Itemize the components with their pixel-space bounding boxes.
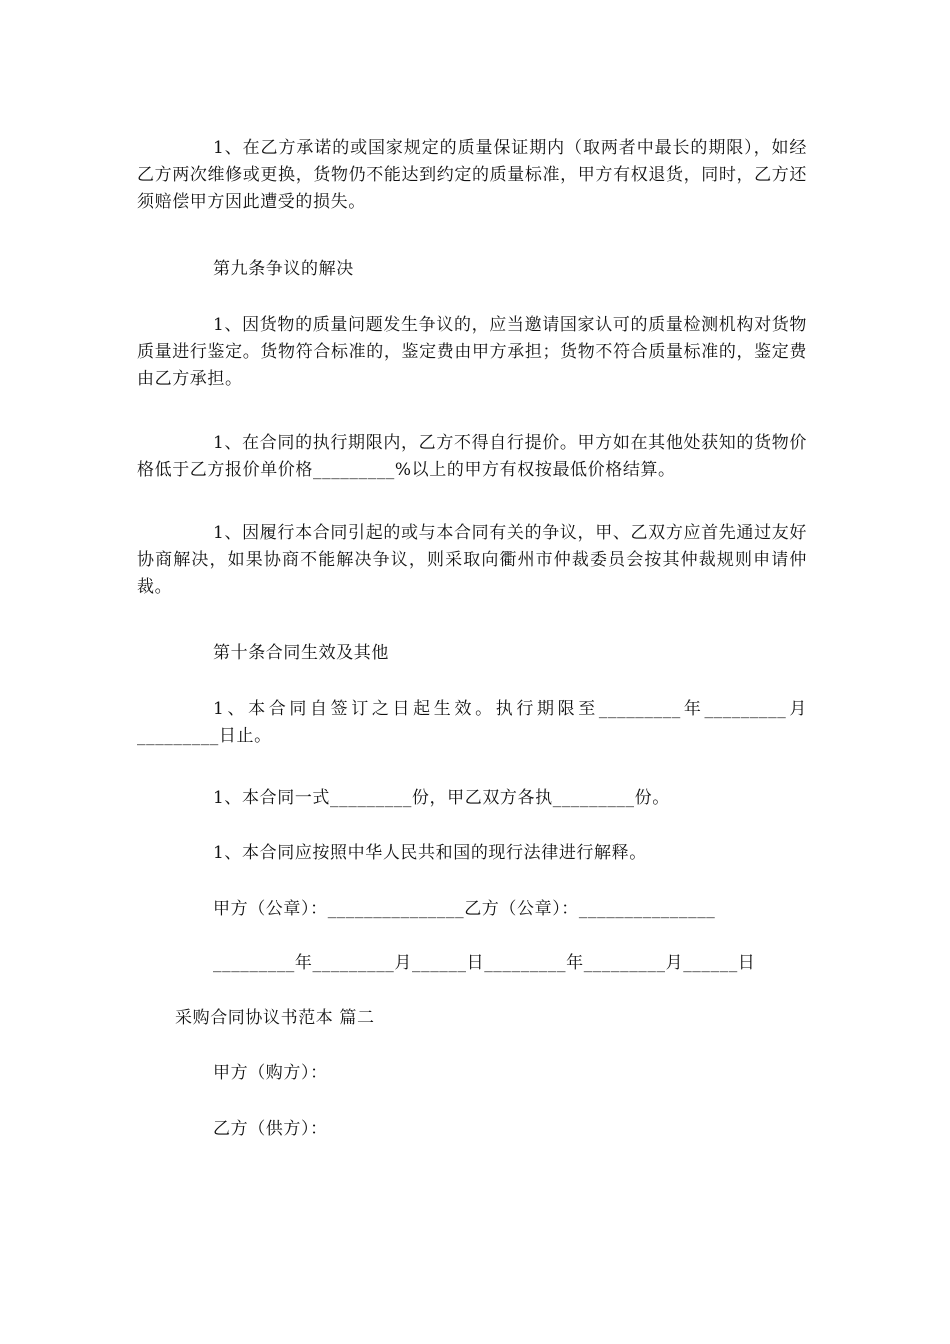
signature-dates: _________年_________月______日_________年_________月______日 xyxy=(213,953,756,973)
clause-copies: 1、本合同一式_________份，甲乙双方各执_________份。 xyxy=(213,788,670,808)
article-ten-heading: 第十条合同生效及其他 xyxy=(213,643,389,663)
article-nine-heading: 第九条争议的解决 xyxy=(213,259,354,279)
section-title-part-two: 采购合同协议书范本 篇二 xyxy=(175,1008,375,1028)
party-b-supplier: 乙方（供方）： xyxy=(213,1119,328,1139)
clause-governing-law: 1、本合同应按照中华人民共和国的现行法律进行解释。 xyxy=(213,843,647,863)
clause-arbitration: 1、因履行本合同引起的或与本合同有关的争议，甲、乙双方应首先通过友好协商解决，如果协商不能解决争议，则采取向衢州市仲裁委员会按其仲裁规则申请仲裁。 xyxy=(137,523,807,597)
clause-effective-date: 1、本合同自签订之日起生效。执行期限至_________年_________月_________日止。 xyxy=(137,699,807,746)
clause-quality-guarantee: 1、在乙方承诺的或国家规定的质量保证期内（取两者中最长的期限），如经乙方两次维修或更换，货物仍不能达到约定的质量标准，甲方有权退货，同时，乙方还须赔偿甲方因此遭受的损失。 xyxy=(137,138,807,212)
clause-quality-dispute: 1、因货物的质量问题发生争议的，应当邀请国家认可的质量检测机构对货物质量进行鉴定。货物符合标准的，鉴定费由甲方承担；货物不符合质量标准的，鉴定费由乙方承担。 xyxy=(137,315,807,389)
party-a-buyer: 甲方（购方）： xyxy=(213,1063,328,1083)
signature-seals: 甲方（公章）：_______________乙方（公章）：_______________ xyxy=(213,899,716,919)
clause-price-adjustment: 1、在合同的执行期限内，乙方不得自行提价。甲方如在其他处获知的货物价格低于乙方报价单价格_________%以上的甲方有权按最低价格结算。 xyxy=(137,433,807,480)
